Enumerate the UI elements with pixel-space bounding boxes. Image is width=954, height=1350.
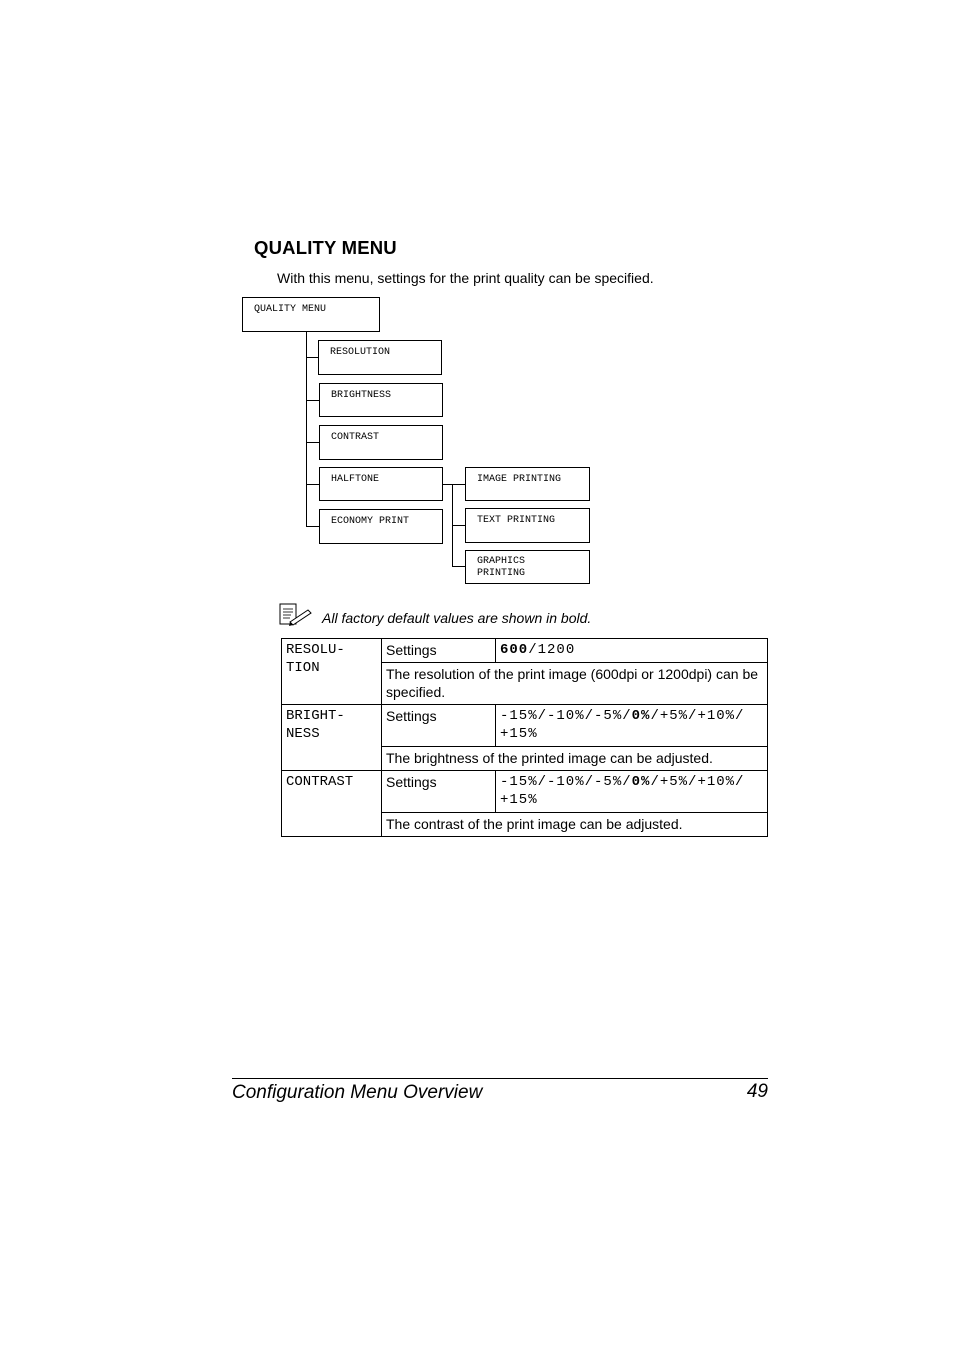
other-values: /1200 xyxy=(528,642,576,658)
tree-branch-line xyxy=(306,484,319,485)
halftone-branch-line xyxy=(452,525,465,526)
menu-box-economy-print: ECONOMY PRINT xyxy=(319,509,443,544)
menu-box-resolution: RESOLUTION xyxy=(318,340,442,375)
menu-box-contrast: CONTRAST xyxy=(319,425,443,460)
menu-box-brightness: BRIGHTNESS xyxy=(319,383,443,417)
section-heading: QUALITY MENU xyxy=(254,237,397,258)
settings-value xyxy=(496,639,768,663)
menu-box-graphics-printing: GRAPHICS PRINTING xyxy=(465,550,590,584)
menu-box-text-printing: TEXT PRINTING xyxy=(465,508,590,543)
param-name: CONTRAST xyxy=(282,771,382,837)
param-description: The brightness of the printed image can be adjusted. xyxy=(382,747,768,771)
tree-branch-line xyxy=(306,526,319,527)
page-number: 49 xyxy=(746,1081,768,1102)
other-values: /+5%/+10%/ +15% xyxy=(500,708,745,742)
footer-rule xyxy=(232,1078,768,1079)
param-description: The resolution of the print image (600dpi or 1200dpi) can be specified. xyxy=(382,663,768,705)
param-name: BRIGHT- NESS xyxy=(282,705,382,771)
default-value: 0% xyxy=(631,708,651,724)
other-values: -15%/-10%/-5%/ xyxy=(500,708,632,724)
footer-title: Configuration Menu Overview xyxy=(232,1082,483,1103)
other-values: -15%/-10%/-5%/ xyxy=(500,774,632,790)
param-name: RESOLU- TION xyxy=(282,639,382,705)
default-value: 600 xyxy=(500,642,529,658)
settings-label: Settings xyxy=(382,705,496,747)
tree-branch-line xyxy=(306,442,319,443)
tree-trunk-line xyxy=(306,331,307,527)
table-row xyxy=(282,705,768,747)
halftone-link-line xyxy=(442,484,452,485)
tree-branch-line xyxy=(306,400,319,401)
halftone-branch-line xyxy=(452,566,465,567)
settings-label: Settings xyxy=(382,639,496,663)
note-text: All factory default values are shown in bold. xyxy=(322,610,592,626)
menu-box-image-printing: IMAGE PRINTING xyxy=(465,467,590,501)
settings-value xyxy=(496,705,768,747)
table-row xyxy=(282,639,768,663)
menu-box-halftone: HALFTONE xyxy=(319,467,443,501)
table-row xyxy=(282,771,768,813)
tree-branch-line xyxy=(306,357,318,358)
halftone-branch-line xyxy=(452,484,465,485)
default-value: 0% xyxy=(631,774,651,790)
intro-text: With this menu, settings for the print quality can be specified. xyxy=(277,270,654,286)
param-description: The contrast of the print image can be adjusted. xyxy=(382,813,768,837)
note-pencil-icon xyxy=(278,603,314,627)
settings-value xyxy=(496,771,768,813)
menu-box-root: QUALITY MENU xyxy=(242,297,380,332)
settings-table xyxy=(281,638,768,837)
other-values: /+5%/+10%/ +15% xyxy=(500,774,745,808)
settings-label: Settings xyxy=(382,771,496,813)
